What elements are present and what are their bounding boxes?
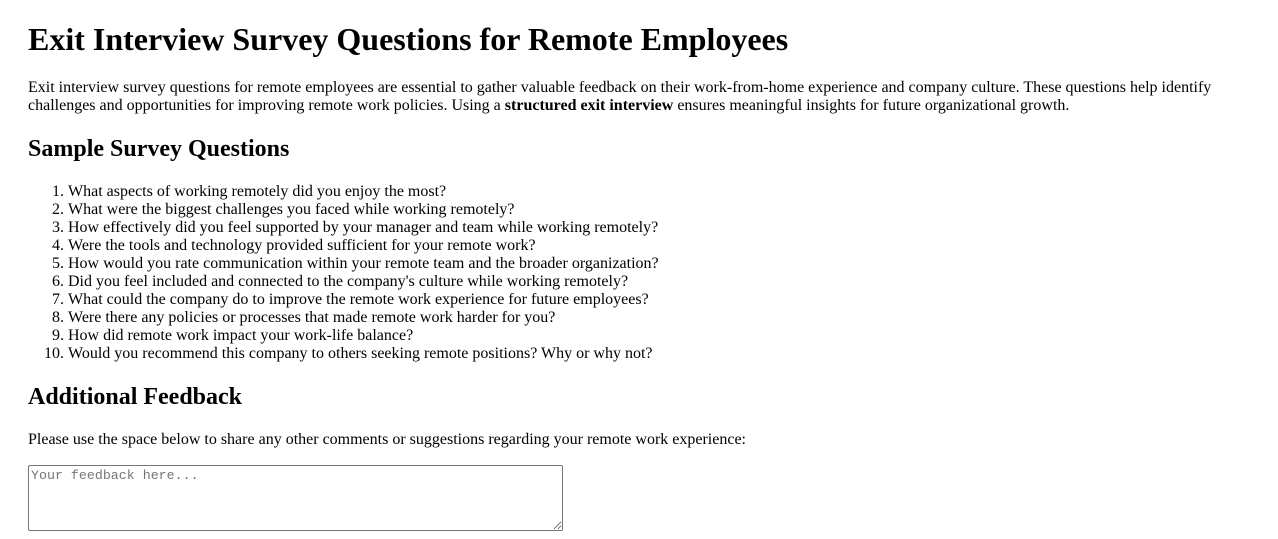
question-item: 9. How did remote work impact your work-life balance? bbox=[68, 327, 1250, 345]
feedback-textarea[interactable] bbox=[28, 465, 563, 531]
intro-text-end: ensures meaningful insights for future organizational growth. bbox=[673, 97, 1070, 114]
intro-paragraph bbox=[28, 79, 1250, 115]
intro-text-start: Exit interview survey questions for remote employees are essential to gather valuable feedback on their work-from-home experience and company culture. These questions help identify challenges and opportunities for improving remote work policies. Using a bbox=[28, 79, 1212, 114]
question-item: 10. Would you recommend this company to others seeking remote positions? Why or why not? bbox=[68, 345, 1250, 363]
feedback-heading: Additional Feedback bbox=[28, 384, 243, 410]
question-item: 4. Were the tools and technology provided sufficient for your remote work? bbox=[68, 237, 1250, 255]
page-title: Exit Interview Survey Questions for Remote Employees bbox=[28, 21, 789, 57]
intro-bold-phrase: structured exit interview bbox=[504, 97, 674, 114]
question-item: 5. How would you rate communication within your remote team and the broader organization? bbox=[68, 255, 1250, 273]
question-item: 7. What could the company do to improve the remote work experience for future employees? bbox=[68, 291, 1250, 309]
questions-list bbox=[28, 183, 1250, 363]
question-item: 8. Were there any policies or processes that made remote work harder for you? bbox=[68, 309, 1250, 327]
questions-heading: Sample Survey Questions bbox=[28, 136, 290, 162]
question-item: 2. What were the biggest challenges you faced while working remotely? bbox=[68, 201, 1250, 219]
feedback-prompt: Please use the space below to share any other comments or suggestions regarding your remote work experience: bbox=[28, 431, 746, 448]
question-item: 1. What aspects of working remotely did you enjoy the most? bbox=[68, 183, 1250, 201]
question-item: 6. Did you feel included and connected to the company's culture while working remotely? bbox=[68, 273, 1250, 291]
question-item: 3. How effectively did you feel supported by your manager and team while working remotely? bbox=[68, 219, 1250, 237]
